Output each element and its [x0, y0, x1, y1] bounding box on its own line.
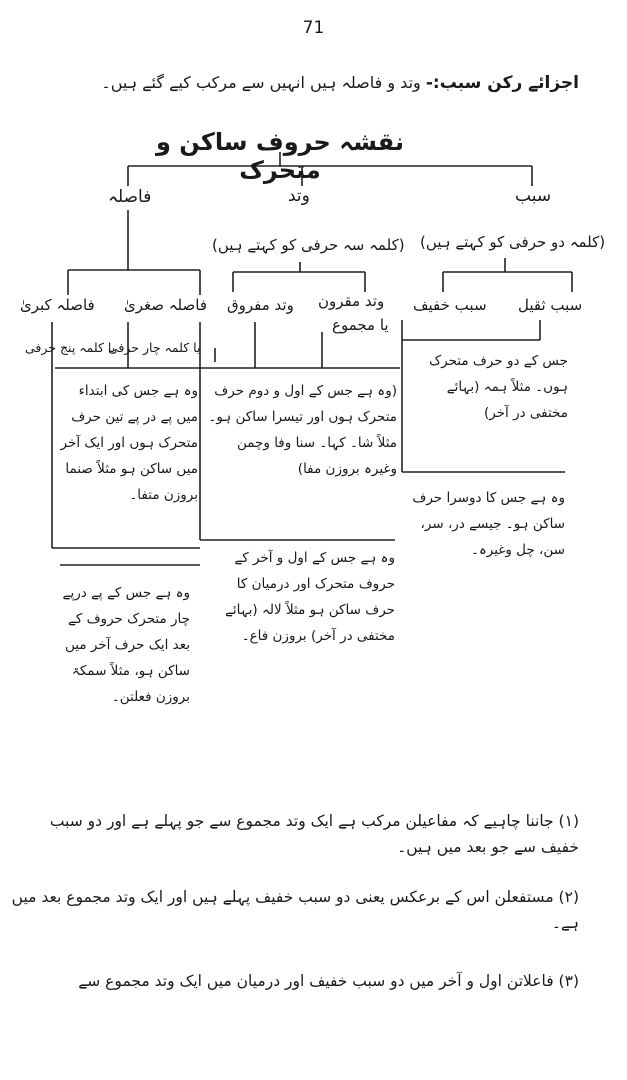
watad-definition: (کلمہ سہ حرفی کو کہتے ہیں)	[212, 236, 405, 254]
note-watad-maqroon: (وہ ہے جس کے اول و دوم حرف متحرک ہوں اور تیسرا ساکن ہو۔ مثلاً شا۔ کہا۔ سنا وفا وچمن وغیرہ بروزن مفا)	[208, 383, 397, 477]
sabab-label: سبب	[515, 186, 552, 206]
note-fasila-sughra: وہ ہے جس کی ابتداء میں پے در پے تین حرف متحرک ہوں اور ایک آخر میں ساکن ہو مثلاً صنما بروزن متفا۔	[60, 383, 198, 503]
fasila-sughra-sublabel: یا کلمہ چار حرفی	[108, 340, 201, 355]
fasila-kubra-label: فاصلہ کبریٰ	[20, 296, 95, 314]
note-watad-mafrooq: وہ ہے جس کے اول و آخر کے حروف متحرک اور درمیان کا حرف ساکن ہو مثلاً لالہ (بہائے مختفی در آخر) بروزن فاع۔	[224, 550, 395, 644]
note-sabab-khafeef: وہ ہے جس کا دوسرا حرف ساکن ہو۔ جیسے در، سر، سن، چل وغیرہ۔	[412, 490, 565, 558]
watad-maqroon-label: وتد مقرون	[318, 292, 385, 310]
fasila-label: فاصلہ	[108, 187, 152, 207]
paragraph-1: (۱) جاننا چاہیے کہ مفاعیلن مرکب ہے ایک وتد مجموع سے جو پہلے ہے اور دو سبب خفیف سے جو بعد میں ہیں۔	[49, 812, 579, 856]
sabab-definition: (کلمہ دو حرفی کو کہتے ہیں)	[420, 233, 606, 251]
note-fasila-kubra: وہ ہے جس کے پے درپے چار متحرک حروف کے بعد ایک حرف آخر میں ساکن ہو، مثلاً سمکۃ بروزن فعلتن۔	[62, 585, 190, 705]
watad-label: وتد	[288, 186, 310, 206]
sabab-khafeef-label: سبب خفیف	[413, 296, 487, 314]
intro-text: وتد و فاصلہ ہیں انہیں سے مرکب کیے گئے ہیں۔	[101, 73, 421, 92]
note-sabab-saqeel: جس کے دو حرف متحرک ہوں۔ مثلاً ہمہ (بہائے مختفی در آخر)	[429, 353, 568, 421]
chart-title: نقشہ حروف ساکن و متحرک	[156, 128, 404, 184]
watad-mafrooq-label: وتد مفروق	[227, 296, 294, 314]
paragraph-3: (۳) فاعلاتن اول و آخر میں دو سبب خفیف اور درمیان میں ایک وتد مجموع سے	[78, 972, 579, 990]
fasila-sughra-label: فاصلہ صغریٰ	[124, 296, 207, 314]
page-number: 71	[302, 18, 325, 38]
intro-heading: اجزائے رکن سبب:-	[425, 73, 579, 93]
fasila-kubra-sublabel: یا کلمہ پنج حرفی	[25, 340, 116, 355]
intro-line	[19, 72, 579, 93]
paragraph-2: (۲) مستفعلن اس کے برعکس یعنی دو سبب خفیف پہلے ہیں اور ایک وتد مجموع بعد میں ہے۔	[11, 888, 579, 932]
sabab-saqeel-label: سبب ثقیل	[518, 296, 583, 314]
watad-majmoo-label: یا مجموع	[332, 316, 389, 334]
